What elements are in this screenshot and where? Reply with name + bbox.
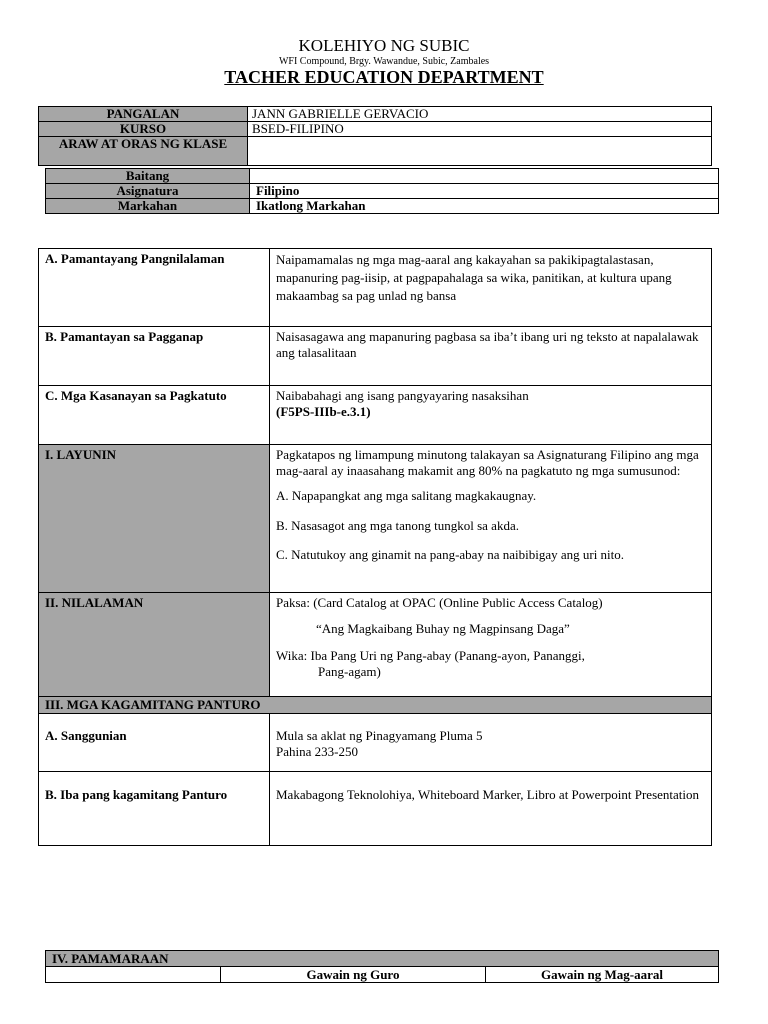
kasanayan-cell <box>270 386 712 445</box>
kurso-value: BSED-FILIPINO <box>248 122 712 137</box>
wika-line-2: Pang-agam) <box>318 663 381 679</box>
kagamitan-label: III. MGA KAGAMITANG PANTURO <box>39 697 712 714</box>
layunin-label: I. LAYUNIN <box>39 445 270 593</box>
araw-value <box>248 137 712 166</box>
layunin-item-b: B. Nasasagot ang mga tanong tungkol sa akda. <box>276 517 519 533</box>
sanggunian-cell <box>270 714 712 772</box>
layunin-item-c: C. Natutukoy ang ginamit na pang-abay na naibibigay ang uri nito. <box>276 547 625 562</box>
akda-title: “Ang Magkaibang Buhay ng Magpinsang Daga” <box>316 620 570 636</box>
procedure-blank-header <box>46 967 221 983</box>
kasanayan-label: C. Mga Kasanayan sa Pagkatuto <box>39 386 270 445</box>
department-title-text: TACHER EDUCATION DEPARTMENT <box>224 67 544 87</box>
markahan-label: Markahan <box>46 199 250 214</box>
info-table-lower <box>45 168 719 214</box>
pamantayang-pangnilalaman-text: Naipamamalas ng mga mag-aaral ang kakayahan sa pakikipagtalastasan, mapanuring pag-iisip, at pagpapahalaga sa wika, panitikan, at kultura upang makaambag sa pag unlad ng bansa <box>270 249 712 327</box>
kasanayan-text: Naibabahagi ang isang pangyayaring nasaksihan <box>276 388 529 403</box>
kasanayan-code: (F5PS-IIIb-e.3.1) <box>276 403 371 419</box>
araw-label: ARAW AT ORAS NG KLASE <box>39 137 248 166</box>
layunin-cell <box>270 445 712 593</box>
info-table <box>38 106 712 166</box>
asignatura-value: Filipino <box>250 184 719 199</box>
pamamaraan-label: IV. PAMAMARAAN <box>46 951 719 967</box>
paksa-text: Paksa: (Card Catalog at OPAC (Online Public Access Catalog) <box>276 595 603 610</box>
iba-kagamitan-text: Makabagong Teknolohiya, Whiteboard Marker, Libro at Powerpoint Presentation <box>270 772 712 846</box>
school-name: KOLEHIYO NG SUBIC <box>298 36 470 55</box>
school-address: WFI Compound, Brgy. Wawandue, Subic, Zambales <box>278 56 490 67</box>
baitang-value <box>250 169 719 184</box>
procedure-table <box>45 950 719 983</box>
pamantayan-pagganap-label: B. Pamantayan sa Pagganap <box>39 327 270 386</box>
markahan-value: Ikatlong Markahan <box>250 199 719 214</box>
sanggunian-line-2: Pahina 233-250 <box>276 743 358 759</box>
pangalan-label: PANGALAN <box>39 107 248 122</box>
layunin-intro: Pagkatapos ng limampung minutong talakayan sa Asignaturang Filipino ang mga mag-aaral ay inaasahang makamit ang 80% na pagkatuto ng mga sumusunod: <box>276 447 699 478</box>
lesson-plan-table <box>38 248 712 846</box>
wika-line-1: Wika: Iba Pang Uri ng Pang-abay (Panang-ayon, Pananggi, <box>276 648 585 663</box>
gawain-magaaral-header: Gawain ng Mag-aaral <box>486 967 719 983</box>
baitang-label: Baitang <box>46 169 250 184</box>
layunin-item-a: A. Napapangkat ang mga salitang magkakaugnay. <box>276 488 537 503</box>
pangalan-value: JANN GABRIELLE GERVACIO <box>248 107 712 122</box>
sanggunian-label: A. Sanggunian <box>39 714 270 772</box>
asignatura-label: Asignatura <box>46 184 250 199</box>
gawain-guro-header: Gawain ng Guro <box>221 967 486 983</box>
kurso-label: KURSO <box>39 122 248 137</box>
department-title <box>0 67 768 88</box>
pamantayang-pangnilalaman-label: A. Pamantayang Pangnilalaman <box>39 249 270 327</box>
iba-kagamitan-label: B. Iba pang kagamitang Panturo <box>39 772 270 846</box>
pamantayan-pagganap-text: Naisasagawa ang mapanuring pagbasa sa iba’t ibang uri ng teksto at napalalawak ang talasalitaan <box>270 327 712 386</box>
nilalaman-cell <box>270 593 712 697</box>
sanggunian-line-1: Mula sa aklat ng Pinagyamang Pluma 5 <box>276 728 483 743</box>
nilalaman-label: II. NILALAMAN <box>39 593 270 697</box>
